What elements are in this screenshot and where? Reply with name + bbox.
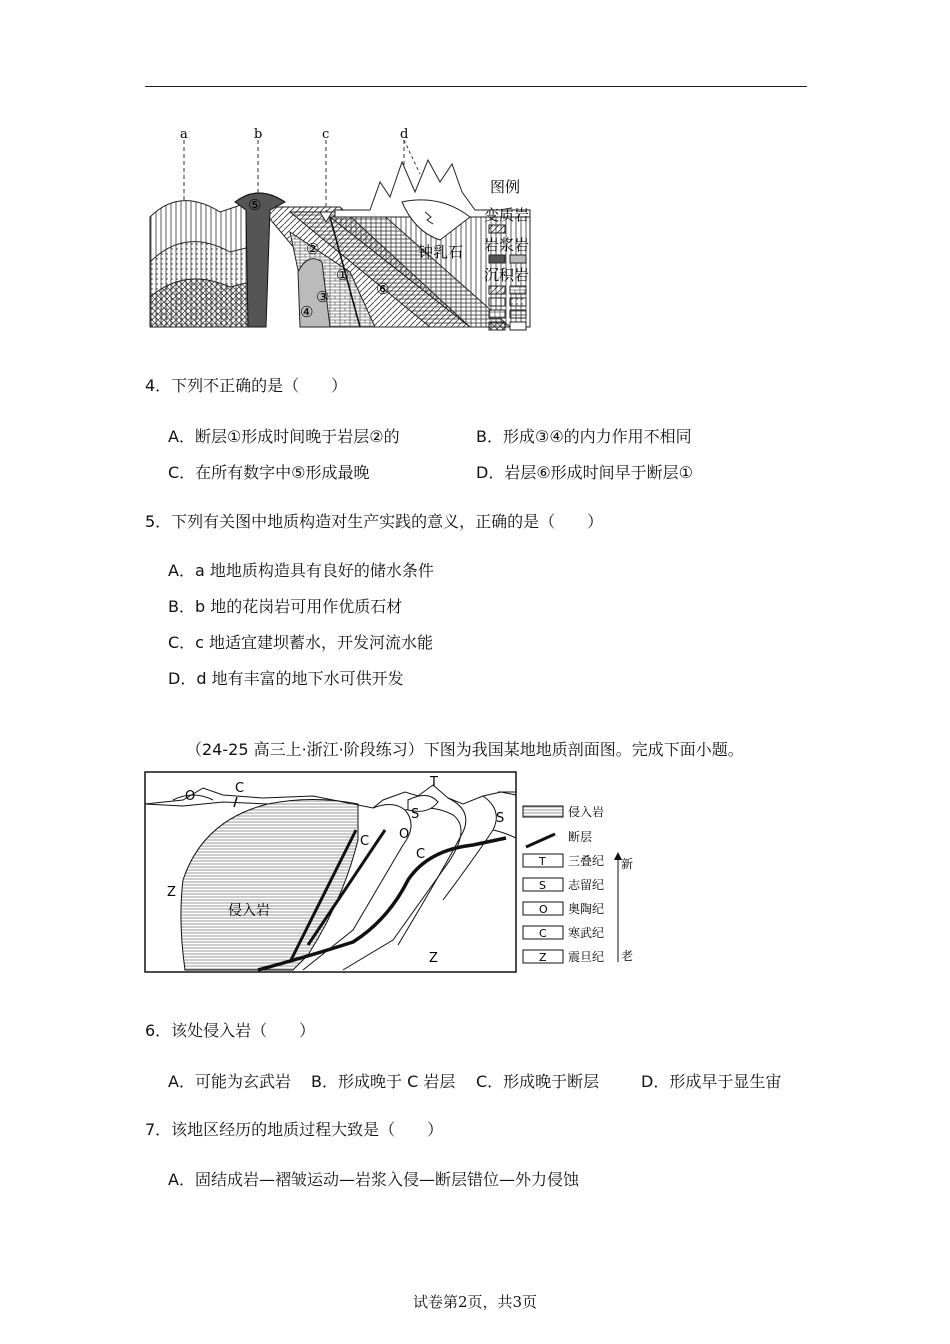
point-label-d: d (400, 127, 409, 142)
legend-magmatic: 岩浆岩 (484, 236, 530, 254)
number-label-3: ③ (316, 288, 330, 306)
question-6-option-c[interactable]: C．形成晚于断层 (476, 1072, 600, 1091)
page-footer: 试卷第2页，共3页 (412, 1293, 538, 1311)
point-label-b: b (254, 127, 263, 142)
legend-code-z: Z (539, 951, 547, 964)
point-label-a: a (180, 127, 188, 142)
question-6-stem: 6．该处侵入岩（ ） (145, 1021, 316, 1040)
legend-code-s: S (539, 879, 546, 892)
legend-fault: 断层 (568, 830, 593, 844)
number-label-6: ⑥ (376, 280, 390, 298)
question-5-option-d[interactable]: D．d 地有丰富的地下水可供开发 (168, 669, 404, 688)
number-label-1: ① (336, 266, 350, 284)
legend-triassic: 三叠纪 (568, 854, 605, 868)
header-rule (145, 86, 807, 87)
stratum-label-s-2: S (496, 811, 505, 826)
stalactite-label: 钟乳石 (418, 243, 464, 261)
question-5-stem: 5．下列有关图中地质构造对生产实践的意义，正确的是（ ） (145, 512, 604, 531)
question-4-option-a[interactable]: A．断层①形成时间晚于岩层②的 (168, 427, 400, 446)
stratum-label-z-2: Z (429, 951, 438, 966)
stratum-label-o-2: O (399, 827, 410, 842)
stratum-label-o-1: O (185, 789, 196, 804)
legend-code-t: T (539, 855, 546, 868)
question-6-option-a[interactable]: A．可能为玄武岩 (168, 1072, 291, 1091)
stratum-label-c-2: C (360, 834, 370, 849)
question-5-option-b[interactable]: B．b 地的花岗岩可用作优质石材 (168, 597, 403, 616)
number-label-2: ② (306, 240, 320, 258)
legend-silurian: 志留纪 (568, 878, 605, 892)
legend-sedimentary: 沉积岩 (484, 266, 530, 284)
legend-code-o: O (539, 903, 548, 916)
stratum-label-c-3: C (416, 847, 426, 862)
number-label-4: ④ (300, 303, 314, 321)
question-5-option-a[interactable]: A．a 地地质构造具有良好的储水条件 (168, 561, 434, 580)
question-4-option-d[interactable]: D．岩层⑥形成时间早于断层① (476, 463, 694, 482)
question-4-option-b[interactable]: B．形成③④的内力作用不相同 (476, 427, 692, 446)
question-4-option-c[interactable]: C．在所有数字中⑤形成最晚 (168, 463, 370, 482)
stratum-label-z-1: Z (167, 885, 176, 900)
legend-sinian: 震旦纪 (568, 950, 605, 964)
point-label-c: c (322, 127, 330, 142)
stratum-label-s-1: S (411, 807, 420, 822)
legend-ordovician: 奥陶纪 (568, 902, 605, 916)
age-arrow-old: 老 (621, 949, 634, 963)
legend-metamorphic: 变质岩 (484, 206, 530, 224)
stratum-label-t: T (430, 775, 438, 790)
question-6-option-b[interactable]: B．形成晚于 C 岩层 (311, 1072, 456, 1091)
question-5-option-c[interactable]: C．c 地适宜建坝蓄水，开发河流水能 (168, 633, 434, 652)
question-6-option-d[interactable]: D．形成早于显生宙 (641, 1072, 782, 1091)
section-intro: （24-25 高三上·浙江·阶段练习）下图为我国某地地质剖面图。完成下面小题。 (186, 740, 744, 759)
geology-section-figure-2 (143, 770, 643, 975)
legend-intrusive: 侵入岩 (568, 805, 605, 819)
stratum-label-c-1: C (235, 781, 245, 796)
question-4-stem: 4．下列不正确的是（ ） (145, 376, 348, 395)
age-arrow-new: 新 (621, 857, 634, 871)
intrusive-rock-label: 侵入岩 (228, 903, 270, 919)
legend-cambrian: 寒武纪 (568, 926, 605, 940)
geology-section-figure-1 (140, 122, 540, 337)
question-7-stem: 7．该地区经历的地质过程大致是（ ） (145, 1120, 444, 1139)
number-label-5: ⑤ (248, 196, 262, 214)
question-7-option-a[interactable]: A．固结成岩—褶皱运动—岩浆入侵—断层错位—外力侵蚀 (168, 1170, 579, 1189)
legend-title: 图例 (490, 178, 521, 196)
legend-code-c: C (539, 927, 547, 940)
